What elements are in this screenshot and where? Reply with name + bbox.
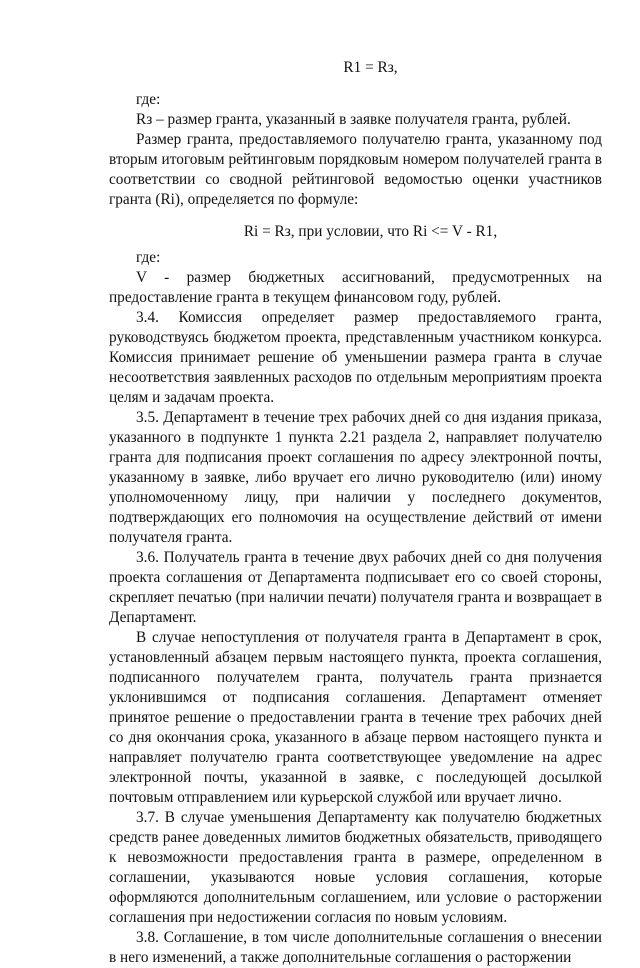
where-label-1: где: xyxy=(136,91,161,108)
paragraph-3-8: 3.8. Соглашение, в том числе дополнительные соглашения о внесении в него изменений, а также дополнительные соглашения о расторжении xyxy=(109,929,602,966)
where-label-2: где: xyxy=(136,249,161,266)
definition-v: V - размер бюджетных ассигнований, предусмотренных на предоставление гранта в текущем финансовом году, рублей. xyxy=(109,269,602,306)
paragraph-3-4: 3.4. Комиссия определяет размер предоставляемого гранта, руководствуясь бюджетом проекта, представленным участником конкурса. Комиссия принимает решение об уменьшении размера гранта в случае несоответствия заявленных расходов по отдельным мероприятиям проекта целям и задачам проекта. xyxy=(109,309,602,406)
formula-r1: R1 = Rз, xyxy=(343,59,398,76)
paragraph-3-7: 3.7. В случае уменьшения Департаменту как получателю бюджетных средств ранее доведенных лимитов бюджетных обязательств, приводящего к невозможности предоставления гранта в размере, определенном в соглашении, указываются новые условия соглашения, которые оформляются дополнительным соглашением, или условие о расторжении соглашения при недостижении согласия по новым условиям. xyxy=(109,809,602,926)
formula-ri: Ri = Rз, при условии, что Ri <= V - R1, xyxy=(243,223,498,240)
paragraph-3-5: 3.5. Департамент в течение трех рабочих дней со дня издания приказа, указанного в подпункте 1 пункта 2.21 раздела 2, направляет получателю гранта для подписания проект соглашения по адресу электронной почты, указанному в заявке, либо вручает его лично руководителю (или) иному уполномоченному лицу, при наличии у последнего документов, подтверждающих его полномочия на осуществление действий от имени получателя гранта. xyxy=(109,409,602,546)
paragraph-3-6-b: В случае непоступления от получателя гранта в Департамент в срок, установленный абзацем первым настоящего пункта, проекта соглашения, подписанного получателем гранта, получатель гранта признается уклонившимся от подписания соглашения. Департамент отменяет принятое решение о предоставлении гранта в течение трех рабочих дней со дня окончания срока, указанного в абзаце первом настоящего пункта и направляет получателю гранта соответствующее уведомление на адрес электронной почты, указанной в заявке, с последующей досылкой почтовым отправлением или курьерской службой или вручает лично. xyxy=(109,629,602,806)
paragraph-grant-size: Размер гранта, предоставляемого получателю гранта, указанному под вторым итоговым рейтинговым порядковым номером получателей гранта в соответствии со сводной рейтинговой ведомостью оценки участников гранта (Ri), определяется по формуле: xyxy=(109,131,602,208)
paragraph-3-6: 3.6. Получатель гранта в течение двух рабочих дней со дня получения проекта соглашения от Департамента подписывает его со своей стороны, скрепляет печатью (при наличии печати) получателя гранта и возвращает в Департамент. xyxy=(109,549,602,626)
definition-rz: Rз – размер гранта, указанный в заявке получателя гранта, рублей. xyxy=(136,111,571,128)
